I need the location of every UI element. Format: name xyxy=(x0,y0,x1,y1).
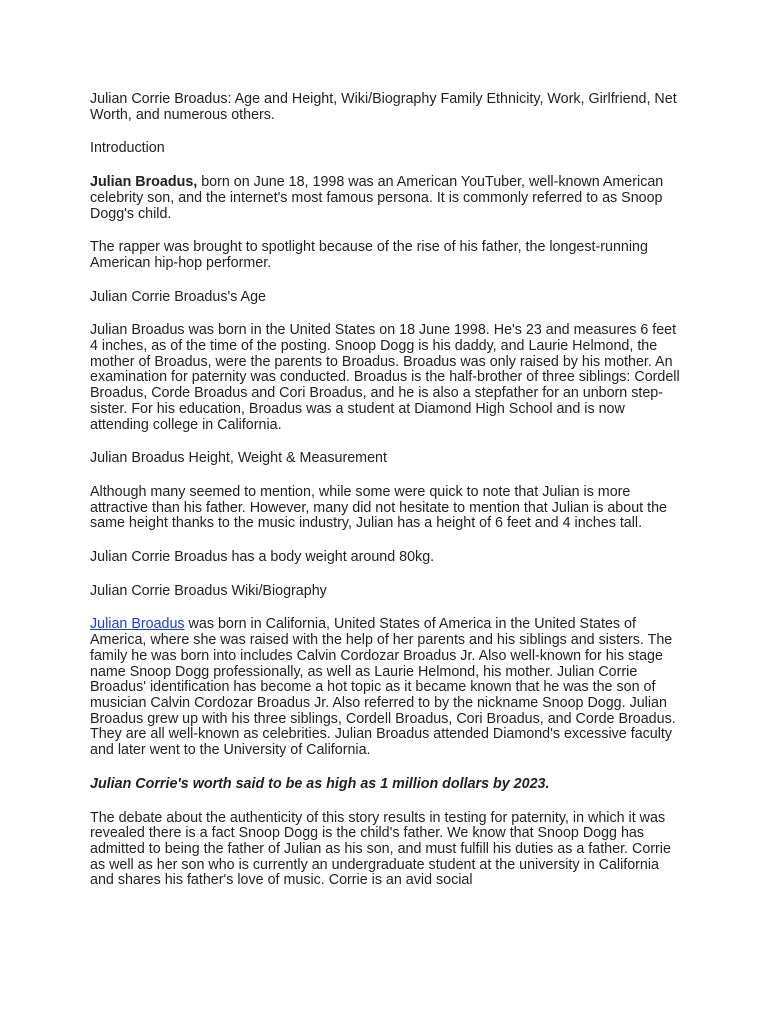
intro-paragraph xyxy=(90,175,682,222)
intro-text: born on June 18, 1998 was an American YouTuber, well-known American celebrity son, and the internet's most famous persona. It is commonly referred to as Snoop Dogg's child. xyxy=(90,174,664,222)
wiki-text: was born in California, United States of America in the United States of America, where she was raised with the help of her parents and his siblings and sisters. The family he was born into includes Calvin Cordozar Broadus Jr. Also well-known for his stage name Snoop Dogg professionally, as well as Laurie Helmond, his mother. Julian Corrie Broadus' identification has become a hot topic as it became known that he was the son of musician Calvin Cordozar Broadus Jr. Also referred to by the nickname Snoop Dogg. Julian Broadus grew up with his three siblings, Cordell Broadus, Cori Broadus, and Corde Broadus. They are all well-known as celebrities. Julian Broadus attended Diamond's excessive faculty and later went to the University of California. xyxy=(90,616,676,759)
julian-broadus-link[interactable]: Julian Broadus xyxy=(90,616,185,633)
intro-lead-name: Julian Broadus, xyxy=(90,174,198,191)
net-worth-highlight: Julian Corrie's worth said to be as high as 1 million dollars by 2023. xyxy=(90,775,550,792)
age-heading: Julian Corrie Broadus's Age xyxy=(90,288,266,305)
document-title: Julian Corrie Broadus: Age and Height, Wiki/Biography Family Ethnicity, Work, Girlfriend, Net Worth, and numerous others. xyxy=(90,91,677,123)
debate-paragraph: The debate about the authenticity of this story results in testing for paternity, in which it was revealed there is a fact Snoop Dogg is the child's father. We know that Snoop Dogg has admitted to being the father of Julian as his son, and must fulfill his duties as a father. Corrie as well as her son who is currently an undergraduate student at the university in California and shares his father's love of music. Corrie is an avid social xyxy=(90,809,671,889)
intro-heading: Introduction xyxy=(90,140,165,157)
height-heading: Julian Broadus Height, Weight & Measurement xyxy=(90,450,387,467)
wiki-paragraph xyxy=(90,617,682,758)
rapper-paragraph: The rapper was brought to spotlight because of the rise of his father, the longest-running American hip-hop performer. xyxy=(90,239,648,271)
wiki-heading: Julian Corrie Broadus Wiki/Biography xyxy=(90,582,327,599)
age-paragraph: Julian Broadus was born in the United States on 18 June 1998. He's 23 and measures 6 feet 4 inches, as of the time of the posting. Snoop Dogg is his daddy, and Laurie Helmond, the mother of Broadus, were the parents to Broadus. Broadus was only raised by his mother. An examination for paternity was conducted. Broadus is the half-brother of three siblings: Cordell Broadus, Corde Broadus and Cori Broadus, and he is also a stepfather for an unborn step-sister. For his education, Broadus was a student at Diamond High School and is now attending college in California. xyxy=(90,322,680,433)
weight-paragraph: Julian Corrie Broadus has a body weight around 80kg. xyxy=(90,549,435,566)
document-page xyxy=(90,92,682,907)
height-paragraph: Although many seemed to mention, while some were quick to note that Julian is more attractive than his father. However, many did not hesitate to mention that Julian is about the same height thanks to the music industry, Julian has a height of 6 feet and 4 inches tall. xyxy=(90,483,667,532)
